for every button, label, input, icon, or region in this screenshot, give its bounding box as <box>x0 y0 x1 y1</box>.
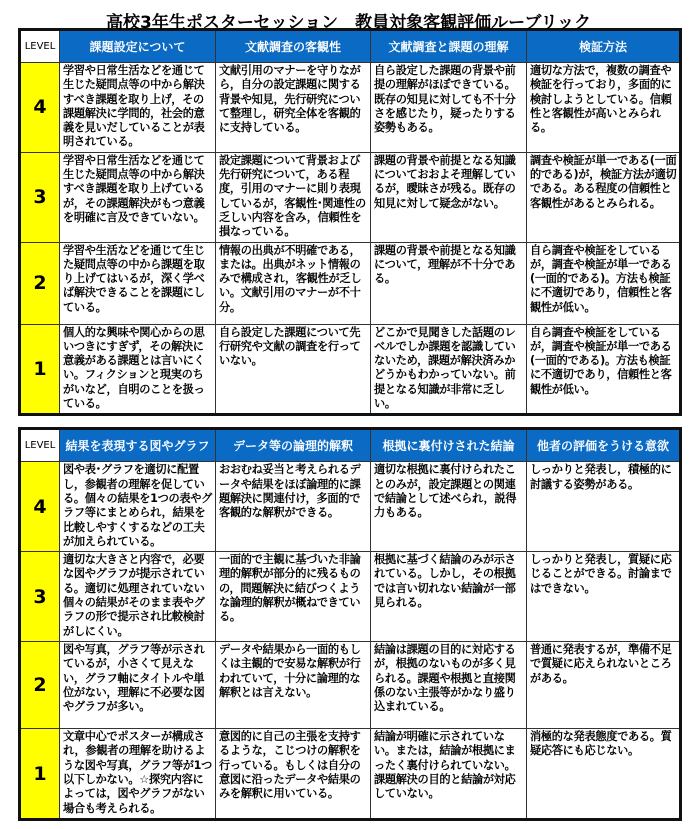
criterion-header: 結果を表現する図やグラフ <box>60 429 216 462</box>
rubric-cell: 適切な方法で，複数の調査や検証を行っており，多面的に検討しようとしている。信頼性と客観性が高いとみられる。 <box>527 63 681 153</box>
rubric-cell: データや結果から一面的もしくは主観的で安易な解釈が行われていて，十分に論理的な解釈とは言えない。 <box>216 642 371 729</box>
rubric-cell: 自ら調査や検証をしているが，調査や検証が単一である(一面的である)。方法も検証に不適切であり，信頼性と客観性が低い。 <box>527 324 681 415</box>
rubric-cell: 結論が明確に示されていない。または，結論が根拠にまったく裏付けられていない。課題解決の目的と結論が対応していない。 <box>371 729 527 820</box>
criterion-header: 検証方法 <box>527 30 681 63</box>
rubric-cell: 文献引用のマナーを守りながら，自分の設定課題に関する背景や知見，先行研究について整理し，研究全体を客観的に支持している。 <box>216 63 371 153</box>
page-title: 高校3年生ポスターセッション 教員対象客観評価ルーブリック <box>106 13 591 33</box>
rubric-cell: しっかりと発表し，質疑に応じることができる。討論まではできない。 <box>527 552 681 642</box>
rubric-cell: 根拠に基づく結論のみが示されている。しかし，その根拠では言い切れない結論が一部見られる。 <box>371 552 527 642</box>
rubric-cell: 学習や日常生活などを通じて生じた疑問点等の中から解決すべき課題を取り上げ，その課題解決に学問的，社会的意義を見いだしていることが表明されている。 <box>60 63 216 153</box>
table-row <box>20 462 681 552</box>
rubric-cell: 適切な大きさと内容で，必要な図やグラフが提示されている。適切に処理されていない個々の結果がそのまま表やグラフの形で提示され比較検討がしにくい。 <box>60 552 216 642</box>
rubric-cell: しっかりと発表し，積極的に討議する姿勢がある。 <box>527 462 681 552</box>
rubric-cell: 図や写真，グラフ等が示されているが，小さくて見えない，グラフ軸にタイトルや単位がない，理解に不必要な図やグラフが多い。 <box>60 642 216 729</box>
criterion-header: 根拠に裏付けされた結論 <box>371 429 527 462</box>
rubric-cell: 個人的な興味や関心からの思いつきにすぎず，その解決に意義がある課題とは言いにくい。フィクションと現実のちがいなど，自明のことを扱っている。 <box>60 324 216 415</box>
level-header: LEVEL <box>20 30 60 63</box>
criterion-header: 他者の評価をうける意欲 <box>527 429 681 462</box>
rubric-cell: おおむね妥当と考えられるデータや結果をほぼ論理的に課題解決に関連付け，多面的で客観的な解釈ができる。 <box>216 462 371 552</box>
rubric-cell: 学習や生活などを通じて生じた疑問点等の中から課題を取り上げてはいるが，深く学べば解決できることを課題にしている。 <box>60 242 216 324</box>
table-row <box>20 552 681 642</box>
header-row <box>20 30 681 63</box>
level-cell: 3 <box>20 552 60 642</box>
tables-container <box>0 28 697 821</box>
rubric-cell: 適切な根拠に裏付けられたことのみが，設定課題との関連で結論として述べられ，説得力もある。 <box>371 462 527 552</box>
rubric-cell: 消極的な発表態度である。質疑応答にも応じない。 <box>527 729 681 820</box>
level-cell: 1 <box>20 729 60 820</box>
rubric-table-1 <box>18 28 682 416</box>
rubric-cell: 意図的に自己の主張を支持するような，こじつけの解釈を行っている。もしくは自分の意図に沿ったデータや結果のみを解釈に用いている。 <box>216 729 371 820</box>
rubric-cell: 結論は課題の目的に対応するが，根拠のないものが多く見られる。課題や根拠と直接関係のない主張等がかなり盛り込まれている。 <box>371 642 527 729</box>
rubric-cell: どこかで見聞きした話題のレベルでしか課題を認識していないため，課題が解決済みかどうかもわかっていない。前提となる知識が非常に乏しい。 <box>371 324 527 415</box>
criterion-header: 文献調査の客観性 <box>216 30 371 63</box>
table-row <box>20 729 681 820</box>
rubric-cell: 図や表･グラフを適切に配置し，参観者の理解を促している。個々の結果を1つの表やグラフ等にまとめられ，結果を比較しやすくするなどの工夫が加えられている。 <box>60 462 216 552</box>
level-cell: 4 <box>20 63 60 153</box>
level-cell: 4 <box>20 462 60 552</box>
level-cell: 2 <box>20 642 60 729</box>
rubric-table-2 <box>18 427 682 821</box>
table-row <box>20 642 681 729</box>
rubric-cell: 設定課題について背景および先行研究について，ある程度，引用のマナーに則り表現しているが，客観性･関連性の乏しい内容を含み，信頼性を損なっている。 <box>216 152 371 242</box>
rubric-cell: 情報の出典が不明確である，または。出典がネット情報のみで構成され，客観性が乏しい。文献引用のマナーが不十分。 <box>216 242 371 324</box>
rubric-cell: 調査や検証が単一である(一面的である)が，検証方法が適切である。ある程度の信頼性と客観性があるとみられる。 <box>527 152 681 242</box>
rubric-cell: 一面的で主観に基づいた非論理的解釈が部分的に残るものの，問題解決に結びつくような論理的解釈が概ねできている。 <box>216 552 371 642</box>
criterion-header: 課題設定について <box>60 30 216 63</box>
rubric-cell: 学習や日常生活などを通じて生じた疑問点等の中から解決すべき課題を取り上げているが，その課題解決がもつ意義を明確に言及できていない。 <box>60 152 216 242</box>
level-cell: 2 <box>20 242 60 324</box>
level-cell: 1 <box>20 324 60 415</box>
rubric-cell: 課題の背景や前提となる知識についておおよそ理解しているが，曖昧さが残る。既存の知見に対して疑念がない。 <box>371 152 527 242</box>
rubric-cell: 課題の背景や前提となる知識について，理解が不十分である。 <box>371 242 527 324</box>
table-row <box>20 324 681 415</box>
header-row <box>20 429 681 462</box>
level-cell: 3 <box>20 152 60 242</box>
rubric-cell: 自ら設定した課題の背景や前提の理解がほぼできている。既存の知見に対しても不十分さを感じたり，疑ったりする姿勢もある。 <box>371 63 527 153</box>
table-row <box>20 152 681 242</box>
rubric-cell: 普通に発表するが，準備不足で質疑に応えられないところがある。 <box>527 642 681 729</box>
criterion-header: 文献調査と課題の理解 <box>371 30 527 63</box>
rubric-cell: 自ら調査や検証をしているが，調査や検証が単一である(一面的である)。方法も検証に不適切であり，信頼性と客観性が低い。 <box>527 242 681 324</box>
table-row <box>20 242 681 324</box>
rubric-cell: 文章中心でポスターが構成され，参観者の理解を助けるような図や写真，グラフ等が1つ以下しかない。☆探究内容によっては，図やグラフがない場合も考えられる。 <box>60 729 216 820</box>
level-header: LEVEL <box>20 429 60 462</box>
rubric-cell: 自ら設定した課題について先行研究や文献の調査を行っていない。 <box>216 324 371 415</box>
criterion-header: データ等の論理的解釈 <box>216 429 371 462</box>
table-row <box>20 63 681 153</box>
